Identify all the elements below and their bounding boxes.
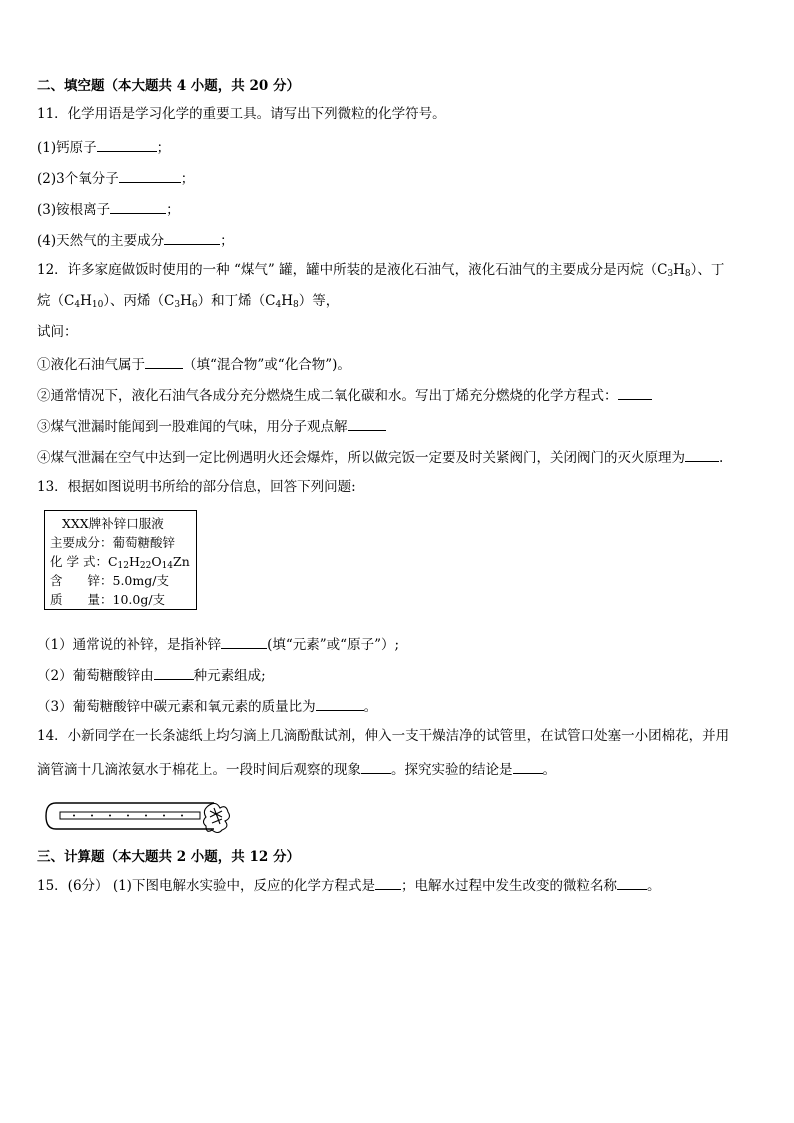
phenolphthalein-dots bbox=[73, 815, 183, 817]
q12-sub2 bbox=[37, 385, 652, 405]
q11-stem: 11．化学用语是学习化学的重要工具。请写出下列微粒的化学符号。 bbox=[37, 106, 446, 122]
subscript: 6 bbox=[191, 300, 198, 310]
q12-text: 12．许多家庭做饭时使用的一种 “煤气” 罐，罐中所装的是液化石油气，液化石油气的主要成分是丙烷（C bbox=[37, 262, 668, 278]
q12-text: H bbox=[80, 293, 92, 309]
q14-text: 滴管滴十几滴浓氨水于棉花上。一段时间后观察的现象 bbox=[37, 762, 361, 778]
medicine-label-box bbox=[44, 510, 197, 610]
subscript: 22 bbox=[139, 561, 152, 571]
q11-part1-text: (1)钙原子 bbox=[37, 140, 97, 156]
q12-text: H bbox=[180, 293, 192, 309]
q13-part2-text: 种元素组成; bbox=[193, 668, 266, 684]
q13-part2-text: （2）葡萄糖酸锌由 bbox=[37, 668, 154, 684]
q12-sub4-text: ④煤气泄漏在空气中达到一定比例遇明火还会爆炸，所以做完饭一定要及时关紧阀门，关闭阀门的灭火原理为 bbox=[37, 450, 685, 466]
q12-sub3 bbox=[37, 416, 386, 436]
q12-line1 bbox=[37, 261, 724, 279]
answer-blank bbox=[316, 696, 364, 711]
label-title: XXX牌补锌口服液 bbox=[62, 516, 164, 531]
subscript: 4 bbox=[74, 300, 81, 310]
q12-sub3-text: ③煤气泄漏时能闻到一股难闻的气味，用分子观点解 bbox=[37, 419, 348, 435]
subscript: 14 bbox=[161, 561, 174, 571]
subscript: 12 bbox=[117, 561, 129, 571]
q12-text: ）和丁烯（C bbox=[197, 293, 276, 309]
q12-line2 bbox=[37, 292, 339, 310]
label-text: Zn bbox=[173, 554, 190, 569]
punctuation: . bbox=[719, 450, 724, 466]
q11-part3-text: (3)铵根离子 bbox=[37, 202, 111, 218]
q11-part4 bbox=[37, 230, 234, 250]
test-tube-diagram bbox=[44, 797, 234, 835]
answer-blank bbox=[154, 665, 194, 680]
punctuation: ； bbox=[166, 202, 180, 218]
q13-part1-text: （1）通常说的补锌，是指补锌 bbox=[37, 637, 222, 653]
answer-blank bbox=[513, 759, 543, 774]
q14-text: 。探究实验的结论是 bbox=[391, 762, 513, 778]
q13-part3 bbox=[37, 696, 377, 716]
q15-line bbox=[37, 875, 660, 895]
q13-part3-text: 。 bbox=[363, 699, 378, 715]
test-tube-outline bbox=[46, 803, 214, 829]
label-main-ingredient: 主要成分：葡萄糖酸锌 bbox=[50, 535, 176, 550]
q14-line1: 14．小新同学在一长条滤纸上均匀滴上几滴酚酞试剂，伸入一支干燥洁净的试管里，在试管口处塞一小团棉花，并用 bbox=[37, 728, 730, 744]
answer-blank bbox=[97, 137, 157, 152]
answer-blank bbox=[617, 875, 647, 890]
label-text: O bbox=[151, 554, 162, 569]
subscript: 8 bbox=[293, 300, 299, 310]
q12-sub1-text: （填“混合物”或“化合物”)。 bbox=[183, 357, 351, 373]
q12-sub1-text: ①液化石油气属于 bbox=[37, 357, 145, 373]
answer-blank bbox=[375, 875, 401, 890]
label-text: 化 学 式：C bbox=[50, 554, 118, 569]
label-zinc-content: 含 锌：5.0mg/支 bbox=[50, 573, 169, 588]
q12-text: ）、丁 bbox=[690, 262, 725, 278]
subscript: 4 bbox=[275, 300, 282, 310]
q15-text: ；电解水过程中发生改变的微粒名称 bbox=[400, 878, 617, 894]
punctuation: 。 bbox=[646, 878, 661, 894]
answer-blank bbox=[110, 199, 166, 214]
punctuation: ； bbox=[156, 140, 171, 156]
section-heading-calculation: 三、计算题（本大题共 2 小题，共 12 分） bbox=[37, 849, 300, 865]
answer-blank bbox=[221, 634, 267, 649]
label-mass: 质 量：10.0g/支 bbox=[50, 592, 166, 607]
punctuation: 。 bbox=[542, 762, 556, 778]
q12-sub2-text: ②通常情况下，液化石油气各成分充分燃烧生成二氧化碳和水。写出丁烯充分燃烧的化学方程式： bbox=[37, 388, 618, 404]
q11-part3 bbox=[37, 199, 180, 219]
answer-blank bbox=[618, 385, 652, 400]
answer-blank bbox=[685, 447, 719, 462]
q12-ask: 试问： bbox=[37, 324, 78, 340]
q12-text: 烷（C bbox=[37, 293, 75, 309]
subscript: 8 bbox=[684, 269, 691, 279]
q13-stem: 13．根据如图说明书所给的部分信息，回答下列问题: bbox=[37, 479, 356, 495]
q12-text: H bbox=[281, 293, 294, 309]
punctuation: ； bbox=[220, 233, 234, 249]
q15-text: 15．(6分） (1)下图电解水实验中，反应的化学方程式是 bbox=[37, 878, 375, 894]
label-text: H bbox=[128, 554, 140, 569]
section-heading-fill-blank: 二、填空题（本大题共 4 小题，共 20 分） bbox=[37, 78, 300, 94]
q13-part1 bbox=[37, 634, 399, 654]
subscript: 10 bbox=[91, 300, 104, 310]
q11-part2 bbox=[37, 168, 194, 188]
q12-sub4 bbox=[37, 447, 723, 467]
q12-sub1 bbox=[37, 354, 351, 374]
q11-part1 bbox=[37, 137, 170, 157]
q11-part2-text: (2)3个氧分子 bbox=[37, 171, 119, 187]
q13-part2 bbox=[37, 665, 266, 685]
answer-blank bbox=[145, 354, 183, 369]
q11-part4-text: (4)天然气的主要成分 bbox=[37, 233, 165, 249]
answer-blank bbox=[119, 168, 181, 183]
q12-text: ）等， bbox=[298, 293, 340, 309]
answer-blank bbox=[164, 230, 220, 245]
answer-blank bbox=[348, 416, 386, 431]
q14-line2 bbox=[37, 759, 556, 779]
cotton-plug bbox=[204, 803, 230, 832]
answer-blank bbox=[361, 759, 391, 774]
q12-text: H bbox=[673, 262, 685, 278]
label-formula bbox=[50, 552, 196, 571]
subscript: 3 bbox=[667, 269, 674, 279]
subscript: 3 bbox=[174, 300, 181, 310]
filter-paper-strip bbox=[60, 812, 200, 819]
q13-part3-text: （3）葡萄糖酸锌中碳元素和氧元素的质量比为 bbox=[37, 699, 316, 715]
punctuation: ； bbox=[180, 171, 195, 187]
q13-part1-text: (填“元素”或“原子”）; bbox=[267, 637, 400, 653]
q12-text: ）、丙烯（C bbox=[103, 293, 175, 309]
